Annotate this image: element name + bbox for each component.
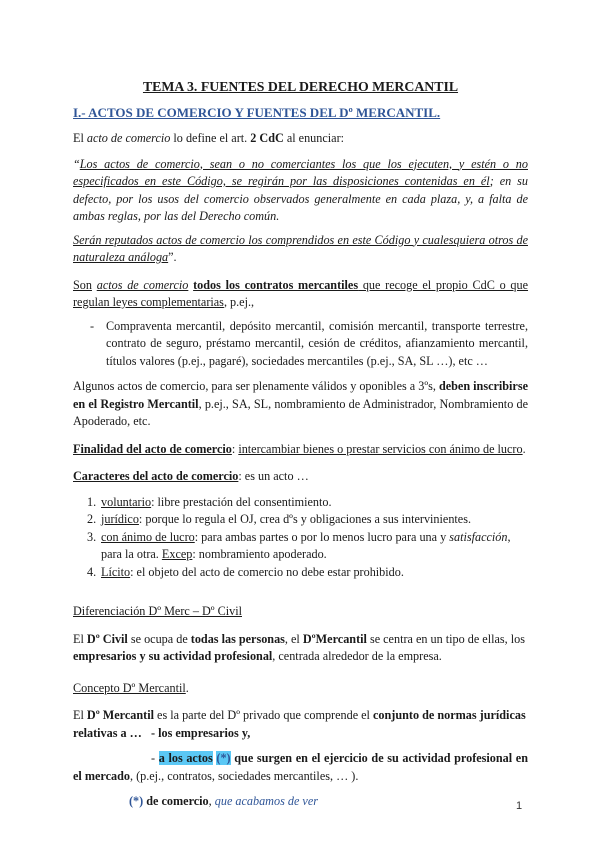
list-item: 4. Lícito: el objeto del acto de comercio no debe estar prohibido. bbox=[87, 564, 404, 579]
caracteres-paragraph: Caracteres del acto de comercio: es un acto … bbox=[73, 469, 309, 483]
list-item: - Compraventa mercantil, depósito mercantil, comisión mercantil, transporte terrestre, contrato de seguro, préstamo mercantil, cesión de créditos, afianzamiento mercantil, títulos valores (p.ej., pagaré), sociedades mercantiles (p.ej., SA, SL …), etc … bbox=[90, 318, 528, 368]
contracts-paragraph: Son actos de comercio todos los contratos mercantiles que recoge el propio CdC o que regulan leyes complementarias, p.ej., bbox=[73, 277, 529, 309]
caracteres-list bbox=[73, 494, 528, 582]
page-number: 1 bbox=[516, 800, 523, 812]
contract-types-list bbox=[73, 318, 528, 371]
finalidad-paragraph: Finalidad del acto de comercio: intercambiar bienes o prestar servicios con ánimo de lucro. bbox=[73, 441, 526, 456]
diferenciacion-heading: Diferenciación Dº Merc – Dº Civil bbox=[73, 604, 242, 618]
diferenciacion-paragraph: El Dº Civil se ocupa de todas las personas, el DºMercantil se centra en un tipo de ellas, los empresarios y su actividad profesional, centrada alrededor de la empresa. bbox=[73, 631, 525, 663]
quote-paragraph-1: “Los actos de comercio, sean o no comerciantes los que los ejecuten, y estén o no especificados en este Código, se regirán por las disposiciones contenidas en él; en su defecto, por los usos del comercio observados generalmente en cada plaza, y, a falta de ambas reglas, por las del Derecho común. bbox=[73, 156, 528, 223]
concepto-heading: Concepto Dº Mercantil. bbox=[73, 680, 189, 695]
document-body bbox=[73, 78, 528, 811]
list-item: 1. voluntario: libre prestación del consentimiento. bbox=[87, 494, 332, 509]
section-heading: I.- ACTOS DE COMERCIO Y FUENTES DEL Dº MERCANTIL. bbox=[73, 104, 441, 120]
concepto-paragraph: El Dº Mercantil es la parte del Dº privado que comprende el conjunto de normas jurídicas relativas a … - los empresarios y, bbox=[73, 708, 526, 740]
list-item: 2. jurídico: porque lo regula el OJ, crea dºs y obligaciones a sus intervinientes. bbox=[87, 512, 471, 526]
concepto-footnote: (*) de comercio, que acabamos de ver bbox=[129, 794, 318, 808]
intro-paragraph: El acto de comercio lo define el art. 2 CdC al enunciar: bbox=[73, 131, 345, 145]
quote-paragraph-2: Serán reputados actos de comercio los comprendidos en este Código y cualesquiera otros de naturaleza análoga”. bbox=[73, 232, 528, 264]
document-title: TEMA 3. FUENTES DEL DERECHO MERCANTIL bbox=[142, 79, 459, 94]
list-item: 3. con ánimo de lucro: para ambas partes o por lo menos lucro para una y satisfacción, para la otra. Excep: nombramiento apoderado. bbox=[87, 529, 511, 561]
registry-paragraph: Algunos actos de comercio, para ser plenamente válidos y oponibles a 3ºs, deben inscribirse en el Registro Mercantil, p.ej., SA, SL, nombramiento de Administrador, Nombramiento de Apoderado, etc. bbox=[73, 379, 528, 428]
concepto-item-actos: - a los actos (*) que surgen en el ejercicio de su actividad profesional en el mercado, (p.ej., contratos, sociedades mercantiles, … ). bbox=[73, 751, 528, 783]
